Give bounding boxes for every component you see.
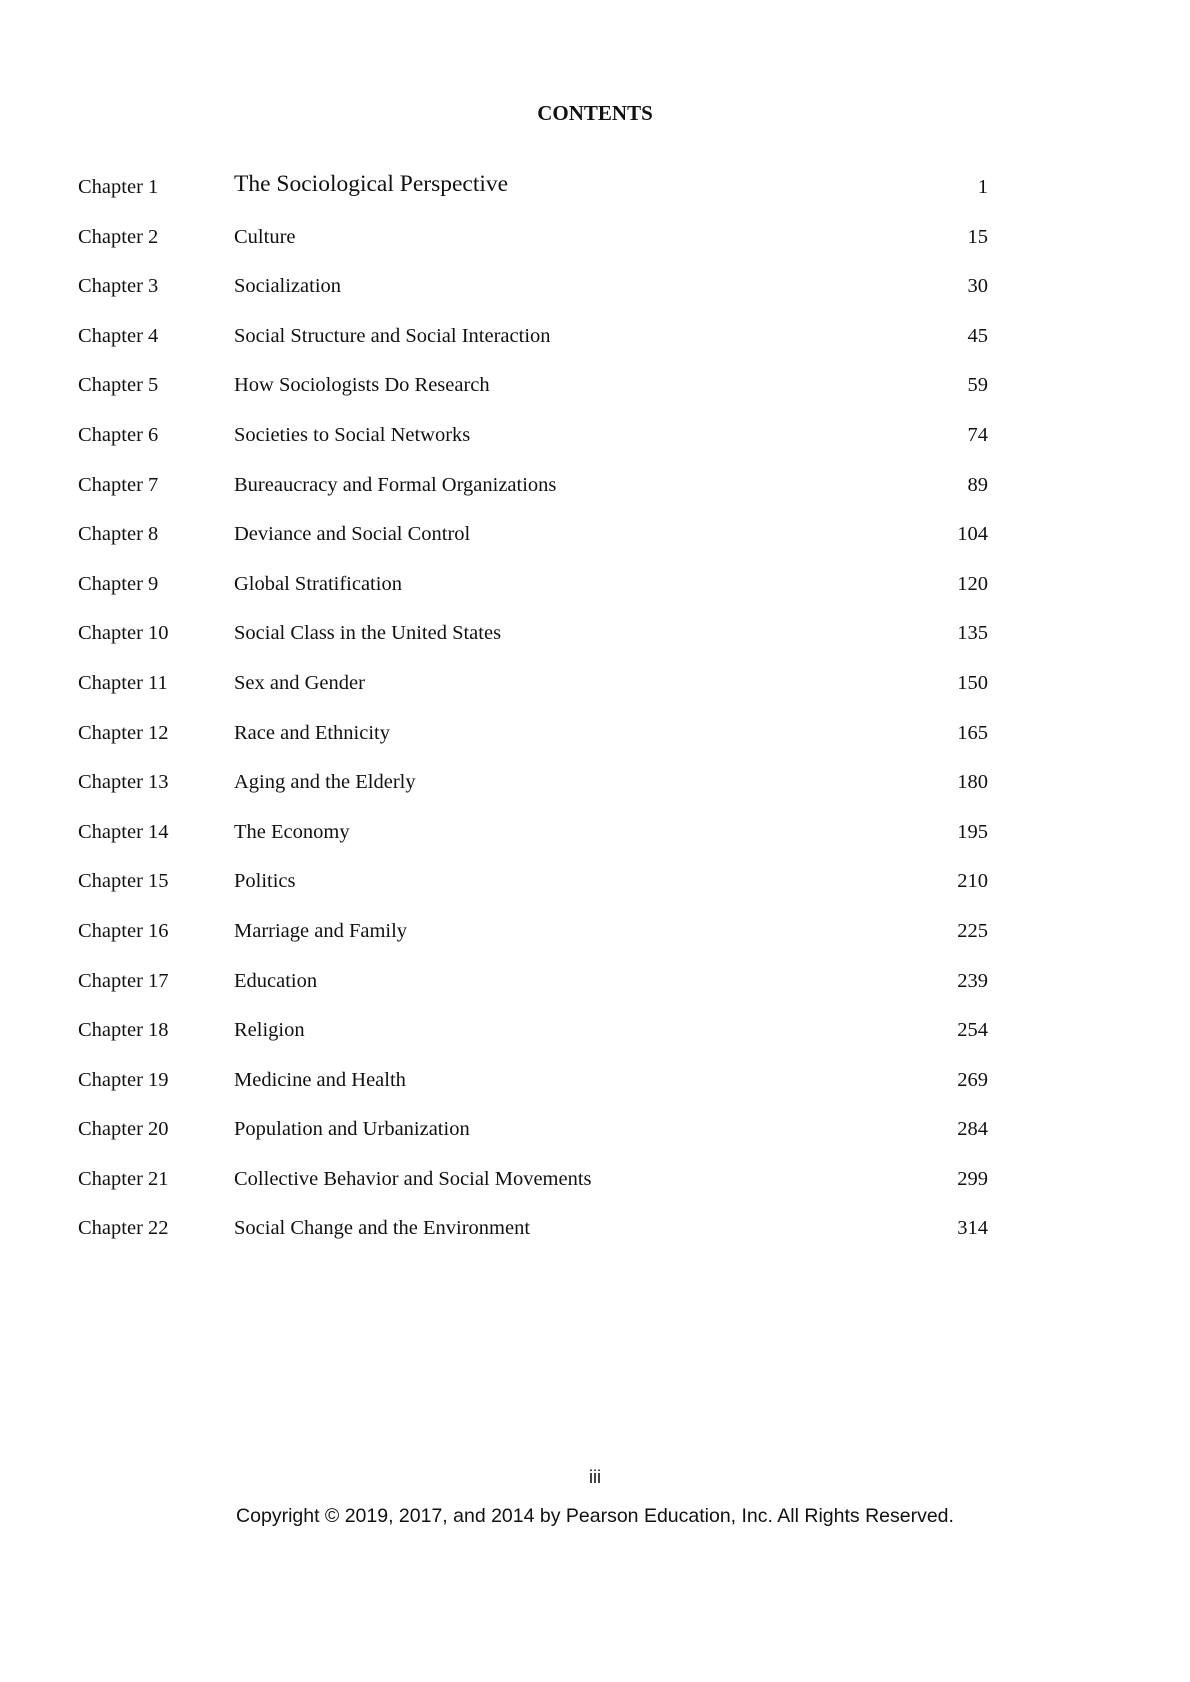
toc-chapter-label: Chapter 15 (78, 870, 169, 893)
toc-chapter-label: Chapter 16 (78, 919, 169, 942)
toc-chapter-label: Chapter 2 (78, 225, 159, 248)
toc-page-number: 284 (957, 1118, 988, 1141)
toc-row[interactable] (78, 422, 988, 472)
toc-page-number: 180 (957, 771, 988, 794)
toc-chapter-label: Chapter 21 (78, 1167, 169, 1190)
toc-page-number: 210 (957, 870, 988, 893)
toc-page-number: 150 (957, 671, 988, 694)
toc-chapter-title: Politics (234, 870, 296, 893)
toc-page-number: 59 (967, 374, 988, 397)
toc-row[interactable] (78, 620, 988, 670)
toc-chapter-title: Aging and the Elderly (234, 771, 416, 794)
toc-chapter-title: Global Stratification (234, 572, 402, 595)
toc-row[interactable] (78, 323, 988, 373)
toc-chapter-label: Chapter 22 (78, 1217, 169, 1240)
page-title: CONTENTS (537, 101, 653, 125)
toc-chapter-label: Chapter 10 (78, 622, 169, 645)
toc-page-number: 1 (977, 176, 988, 198)
toc-row[interactable] (78, 1215, 988, 1265)
toc-row[interactable] (78, 1017, 988, 1067)
toc-chapter-title: Marriage and Family (234, 919, 408, 942)
toc-chapter-title: Social Structure and Social Interaction (234, 324, 551, 347)
toc-page-number: 269 (957, 1068, 988, 1091)
toc-chapter-title: Population and Urbanization (234, 1118, 470, 1141)
toc-row[interactable] (78, 472, 988, 522)
toc-chapter-title: Socialization (234, 275, 342, 298)
toc-chapter-label: Chapter 12 (78, 721, 169, 744)
toc-row[interactable] (78, 1067, 988, 1117)
toc-row[interactable] (78, 372, 988, 422)
toc-chapter-label: Chapter 18 (78, 1019, 169, 1042)
toc-chapter-label: Chapter 1 (78, 176, 159, 198)
toc-page-number: 225 (957, 919, 988, 942)
toc-chapter-title: Deviance and Social Control (234, 523, 471, 546)
toc-chapter-label: Chapter 19 (78, 1068, 169, 1091)
toc-page-number: 165 (957, 721, 988, 744)
toc-chapter-title: Medicine and Health (234, 1068, 406, 1091)
toc-row[interactable] (78, 868, 988, 918)
toc-row[interactable] (78, 1116, 988, 1166)
toc-row[interactable] (78, 769, 988, 819)
toc-page-number: 195 (957, 820, 988, 843)
toc-row[interactable] (78, 171, 988, 224)
toc-row[interactable] (78, 670, 988, 720)
toc-row[interactable] (78, 273, 988, 323)
toc-chapter-label: Chapter 5 (78, 374, 159, 397)
toc-chapter-title: Culture (234, 225, 296, 248)
toc-chapter-title: Collective Behavior and Social Movements (234, 1167, 592, 1190)
toc-row[interactable] (78, 819, 988, 869)
toc-chapter-title: Societies to Social Networks (234, 423, 471, 446)
toc-row[interactable] (78, 968, 988, 1018)
toc-chapter-label: Chapter 20 (78, 1118, 169, 1141)
toc-chapter-title: Bureaucracy and Formal Organizations (234, 473, 557, 496)
toc-chapter-title: Sex and Gender (234, 671, 365, 694)
toc-chapter-label: Chapter 4 (78, 324, 159, 347)
toc-chapter-label: Chapter 17 (78, 969, 169, 992)
toc-page-number: 120 (957, 572, 988, 595)
footer-page-number: iii (589, 1467, 601, 1487)
table-of-contents (78, 171, 988, 1265)
toc-row[interactable] (78, 720, 988, 770)
toc-chapter-label: Chapter 14 (78, 820, 169, 843)
toc-chapter-label: Chapter 3 (78, 275, 159, 298)
toc-page-number: 15 (967, 225, 988, 248)
toc-row[interactable] (78, 918, 988, 968)
toc-chapter-label: Chapter 11 (78, 671, 168, 694)
toc-chapter-title: Race and Ethnicity (234, 721, 390, 744)
toc-page-number: 104 (957, 523, 988, 546)
toc-chapter-title: Social Class in the United States (234, 622, 502, 645)
toc-chapter-title: The Economy (234, 820, 350, 843)
toc-chapter-title: Education (234, 969, 318, 992)
toc-page-number: 135 (957, 622, 988, 645)
toc-page-number: 299 (957, 1167, 988, 1190)
toc-chapter-label: Chapter 6 (78, 423, 159, 446)
copyright-notice: Copyright © 2019, 2017, and 2014 by Pearson Education, Inc. All Rights Reserved. (236, 1505, 954, 1527)
toc-chapter-label: Chapter 7 (78, 473, 159, 496)
toc-chapter-label: Chapter 8 (78, 523, 159, 546)
toc-page-number: 30 (967, 275, 988, 298)
toc-page-number: 45 (967, 324, 988, 347)
toc-chapter-title: Social Change and the Environment (234, 1217, 531, 1240)
toc-chapter-label: Chapter 9 (78, 572, 159, 595)
toc-page-number: 239 (957, 969, 988, 992)
toc-page-number: 89 (967, 473, 988, 496)
toc-page-number: 314 (957, 1217, 988, 1240)
toc-chapter-title: Religion (234, 1019, 305, 1042)
toc-row[interactable] (78, 521, 988, 571)
toc-chapter-title: The Sociological Perspective (234, 171, 509, 197)
toc-row[interactable] (78, 224, 988, 274)
toc-chapter-label: Chapter 13 (78, 771, 169, 794)
toc-row[interactable] (78, 571, 988, 621)
toc-row[interactable] (78, 1166, 988, 1216)
toc-page-number: 254 (957, 1019, 988, 1042)
toc-page-number: 74 (967, 423, 988, 446)
toc-chapter-title: How Sociologists Do Research (234, 374, 490, 397)
